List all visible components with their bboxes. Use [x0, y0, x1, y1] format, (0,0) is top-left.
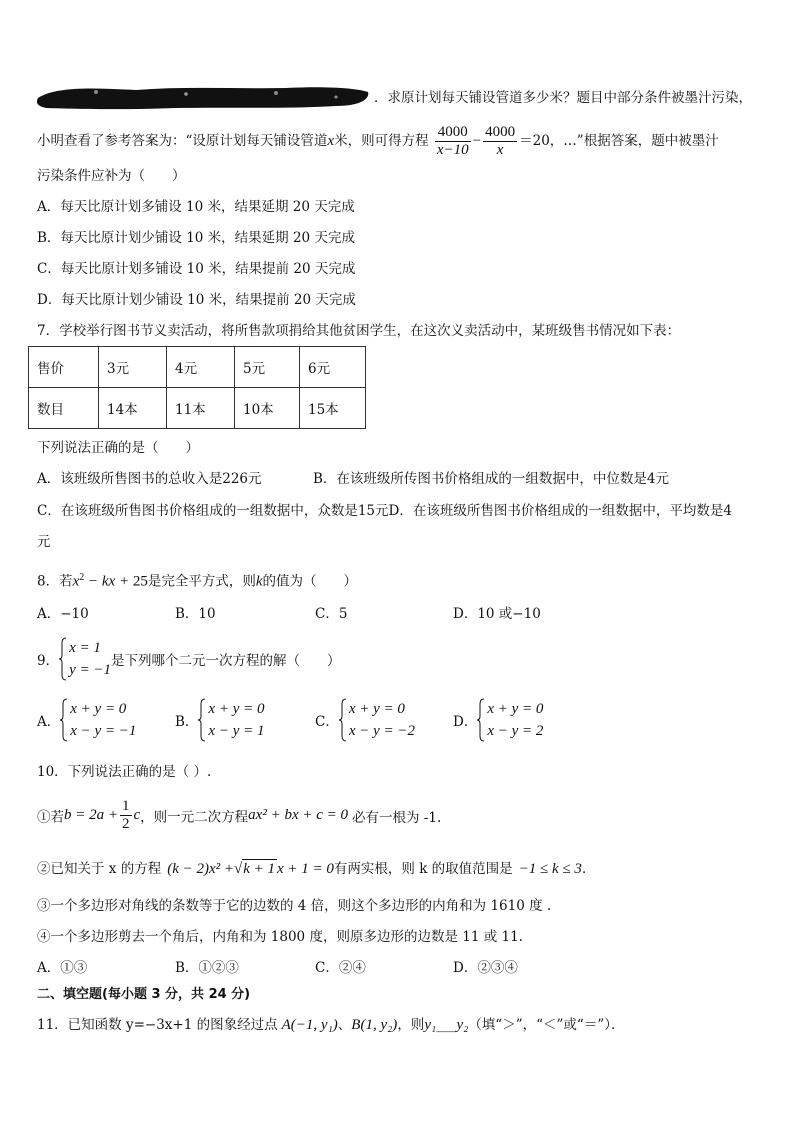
q7-ask: 下列说法正确的是（ ） [37, 440, 199, 456]
q10-option-b: B．①②③ [175, 960, 239, 976]
q10-statement-2: ②已知关于 x 的方程 (k − 2)x² +√k + 1 x + 1 = 0有两实根，则 k 的取值范围是 −1 ≤ k ≤ 3． [37, 861, 596, 877]
q7-stem: 7．学校举行图书节义卖活动，将所售款项捐给其他贫困学生，在这次义卖活动中，某班级售书情况如下表： [37, 323, 681, 339]
q6-option-a: A．每天比原计划多铺设 10 米，结果延期 20 天完成 [37, 199, 355, 215]
answer-blank[interactable]: ___ [436, 1017, 457, 1033]
q10-option-c: C．②④ [315, 960, 366, 976]
q9-stem: 9． x = 1 y = −1 是下列哪个二元一次方程的解（ ） [37, 637, 341, 681]
q8-option-a: A．−10 [37, 606, 89, 622]
q6-line2: 小明查看了参考答案为：“设原计划每天铺设管道x米，则可得方程 $\frac{4000}{x-10}$ − $\frac{4000}{x}$ ＝20，…”根据答案，题中被墨汁 [37, 124, 719, 158]
q8-stem: 8．若$x^2$ − kx + 25是完全平方式，则k的值为（ ） [37, 572, 357, 590]
q7-option-b: B．在该班级所传图书价格组成的一组数据中，中位数是4元 [313, 471, 670, 487]
q9-option-b: B． x + y = 0 x − y = 1 [175, 701, 265, 739]
q10-statement-3: ③一个多边形对角线的条数等于它的边数的 4 倍，则这个多边形的内角和为 1610 度 . [37, 898, 552, 914]
table-cell: 4元 [167, 347, 235, 388]
q8-option-d: D．10 或−10 [453, 606, 541, 622]
q7-option-d-tail: 元 [37, 534, 51, 550]
q8-option-c: C．5 [315, 606, 348, 622]
q6-line3: 污染条件应补为（ ） [37, 168, 186, 184]
table-cell: 售价 [29, 347, 99, 388]
q9-option-c: C． x + y = 0 x − y = −2 [315, 701, 416, 739]
table-cell: 数目 [29, 388, 99, 429]
table-cell: 11本 [167, 388, 235, 429]
q6-option-b: B．每天比原计划少铺设 10 米，结果延期 20 天完成 [37, 230, 355, 246]
table-cell: 5元 [235, 347, 300, 388]
q6-line1: ．求原计划每天铺设管道多少米？题目中部分条件被墨汁污染， [374, 90, 752, 106]
q6-option-d: D．每天比原计划少铺设 10 米，结果提前 20 天完成 [37, 292, 356, 308]
section-title: 二、填空题(每小题 3 分，共 24 分) [37, 987, 251, 1002]
price-table [28, 346, 366, 429]
table-row [29, 347, 366, 388]
table-cell: 6元 [300, 347, 366, 388]
fraction: $\frac{4000}{x-10}$ [436, 124, 469, 158]
equation-system: x = 1 y = −1 [59, 637, 111, 681]
q10-option-a: A．①③ [37, 960, 88, 976]
q10-statement-1: ①若b = 2a + $\frac{1}{2}$ c，则一元二次方程ax² + bx + c = 0 必有一根为 -1. [37, 798, 442, 832]
q10-stem: 10．下列说法正确的是（ ）. [37, 764, 212, 780]
q9-option-d: D． x + y = 0 x − y = 2 [453, 701, 544, 739]
table-cell: 15本 [300, 388, 366, 429]
q7-option-a: A．该班级所售图书的总收入是226元 [37, 471, 262, 487]
table-cell: 10本 [235, 388, 300, 429]
ink-blot [36, 80, 370, 112]
q11-stem: 11．已知函数 y=−3x+1 的图象经过点 A(−1, y₁)、B(1, y₂)，则y₁___y₂（填“＞”，“＜”或“＝”）． [37, 1017, 625, 1033]
q10-statement-4: ④一个多边形剪去一个角后，内角和为 1800 度，则原多边形的边数是 11 或 11. [37, 929, 523, 945]
q8-option-b: B．10 [175, 606, 216, 622]
q7-option-cd: C．在该班级所售图书价格组成的一组数据中，众数是15元D．在该班级所售图书价格组成的一组数据中，平均数是4 [37, 503, 732, 519]
q9-option-a: A． x + y = 0 x − y = −1 [37, 701, 137, 739]
fraction: $\frac{4000}{x}$ [485, 124, 516, 158]
table-row [29, 388, 366, 429]
table-cell: 3元 [99, 347, 167, 388]
q6-option-c: C．每天比原计划多铺设 10 米，结果提前 20 天完成 [37, 261, 356, 277]
q10-option-d: D．②③④ [453, 960, 518, 976]
table-cell: 14本 [99, 388, 167, 429]
